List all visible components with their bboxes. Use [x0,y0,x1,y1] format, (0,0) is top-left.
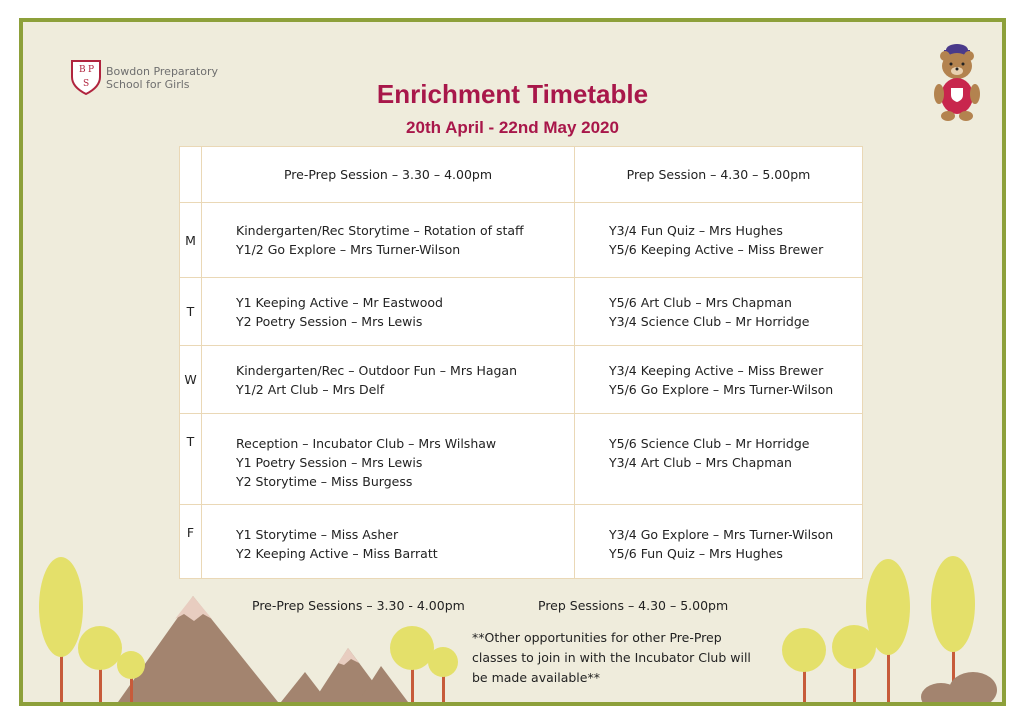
note-line: **Other opportunities for other Pre-Prep [472,630,722,645]
day-cell: W [180,346,202,414]
activity: Y5/6 Go Explore – Mrs Turner-Wilson [609,381,834,397]
preprep-cell [202,414,575,505]
day-cell: F [180,505,202,579]
preprep-sessions-note: Pre-Prep Sessions – 3.30 - 4.00pm [252,598,465,613]
preprep-header: Pre-Prep Session – 3.30 – 4.00pm [202,147,575,203]
activity: Y3/4 Keeping Active – Miss Brewer [609,362,824,378]
activity: Y5/6 Keeping Active – Miss Brewer [609,242,824,257]
prep-sessions-note: Prep Sessions – 4.30 – 5.00pm [538,598,729,613]
table-row [180,278,863,346]
activity: Y1 Storytime – Miss Asher [236,527,399,542]
table-row [180,414,863,505]
activity: Y2 Storytime – Miss Burgess [236,474,413,489]
activity: Y3/4 Go Explore – Mrs Turner-Wilson [609,527,834,542]
table-header-row [180,147,863,203]
crest-letter-s: S [83,79,90,89]
activity: Kindergarten/Rec Storytime – Rotation of staff [236,223,524,238]
activity: Y5/6 Fun Quiz – Mrs Hughes [609,546,783,561]
note-line: classes to join in with the Incubator Club will [472,650,751,665]
page-subtitle: 20th April - 22nd May 2020 [406,118,619,137]
preprep-cell [202,278,575,346]
note-line: be made available** [472,670,600,685]
preprep-cell [202,203,575,278]
table-row [180,203,863,278]
activity: Y2 Poetry Session – Mrs Lewis [236,313,423,329]
incubator-note [472,628,772,688]
crest-letter-p: P [88,65,95,75]
activity: Y3/4 Science Club – Mr Horridge [609,313,810,329]
table-row [180,346,863,414]
prep-cell [575,346,863,414]
page-title: Enrichment Timetable [376,79,649,109]
activity: Y1/2 Go Explore – Mrs Turner-Wilson [236,242,461,257]
preprep-cell [202,505,575,579]
activity: Y3/4 Fun Quiz – Mrs Hughes [609,223,783,238]
activity: Reception – Incubator Club – Mrs Wilshaw [236,436,497,451]
activity: Y2 Keeping Active – Miss Barratt [236,546,438,561]
activity: Kindergarten/Rec – Outdoor Fun – Mrs Hagan [236,362,518,378]
preprep-cell [202,346,575,414]
activity: Y5/6 Science Club – Mr Horridge [609,436,810,451]
activity: Y1 Poetry Session – Mrs Lewis [236,455,423,470]
activity: Y5/6 Art Club – Mrs Chapman [609,294,792,310]
crest-letter-b: B [79,65,86,75]
activity: Y1/2 Art Club – Mrs Delf [236,381,385,397]
prep-cell [575,278,863,346]
day-cell: T [180,414,202,505]
day-cell: T [180,278,202,346]
school-name-line1: Bowdon Preparatory [106,65,219,78]
activity: Y1 Keeping Active – Mr Eastwood [236,294,443,310]
prep-cell [575,505,863,579]
table-row [180,505,863,579]
activity: Y3/4 Art Club – Mrs Chapman [609,455,792,470]
prep-cell [575,414,863,505]
timetable [179,146,863,579]
school-name-line2: School for Girls [106,78,190,91]
prep-cell [575,203,863,278]
day-header [180,147,202,203]
prep-header: Prep Session – 4.30 – 5.00pm [575,147,863,203]
page-frame [19,18,1006,706]
day-cell: M [180,203,202,278]
